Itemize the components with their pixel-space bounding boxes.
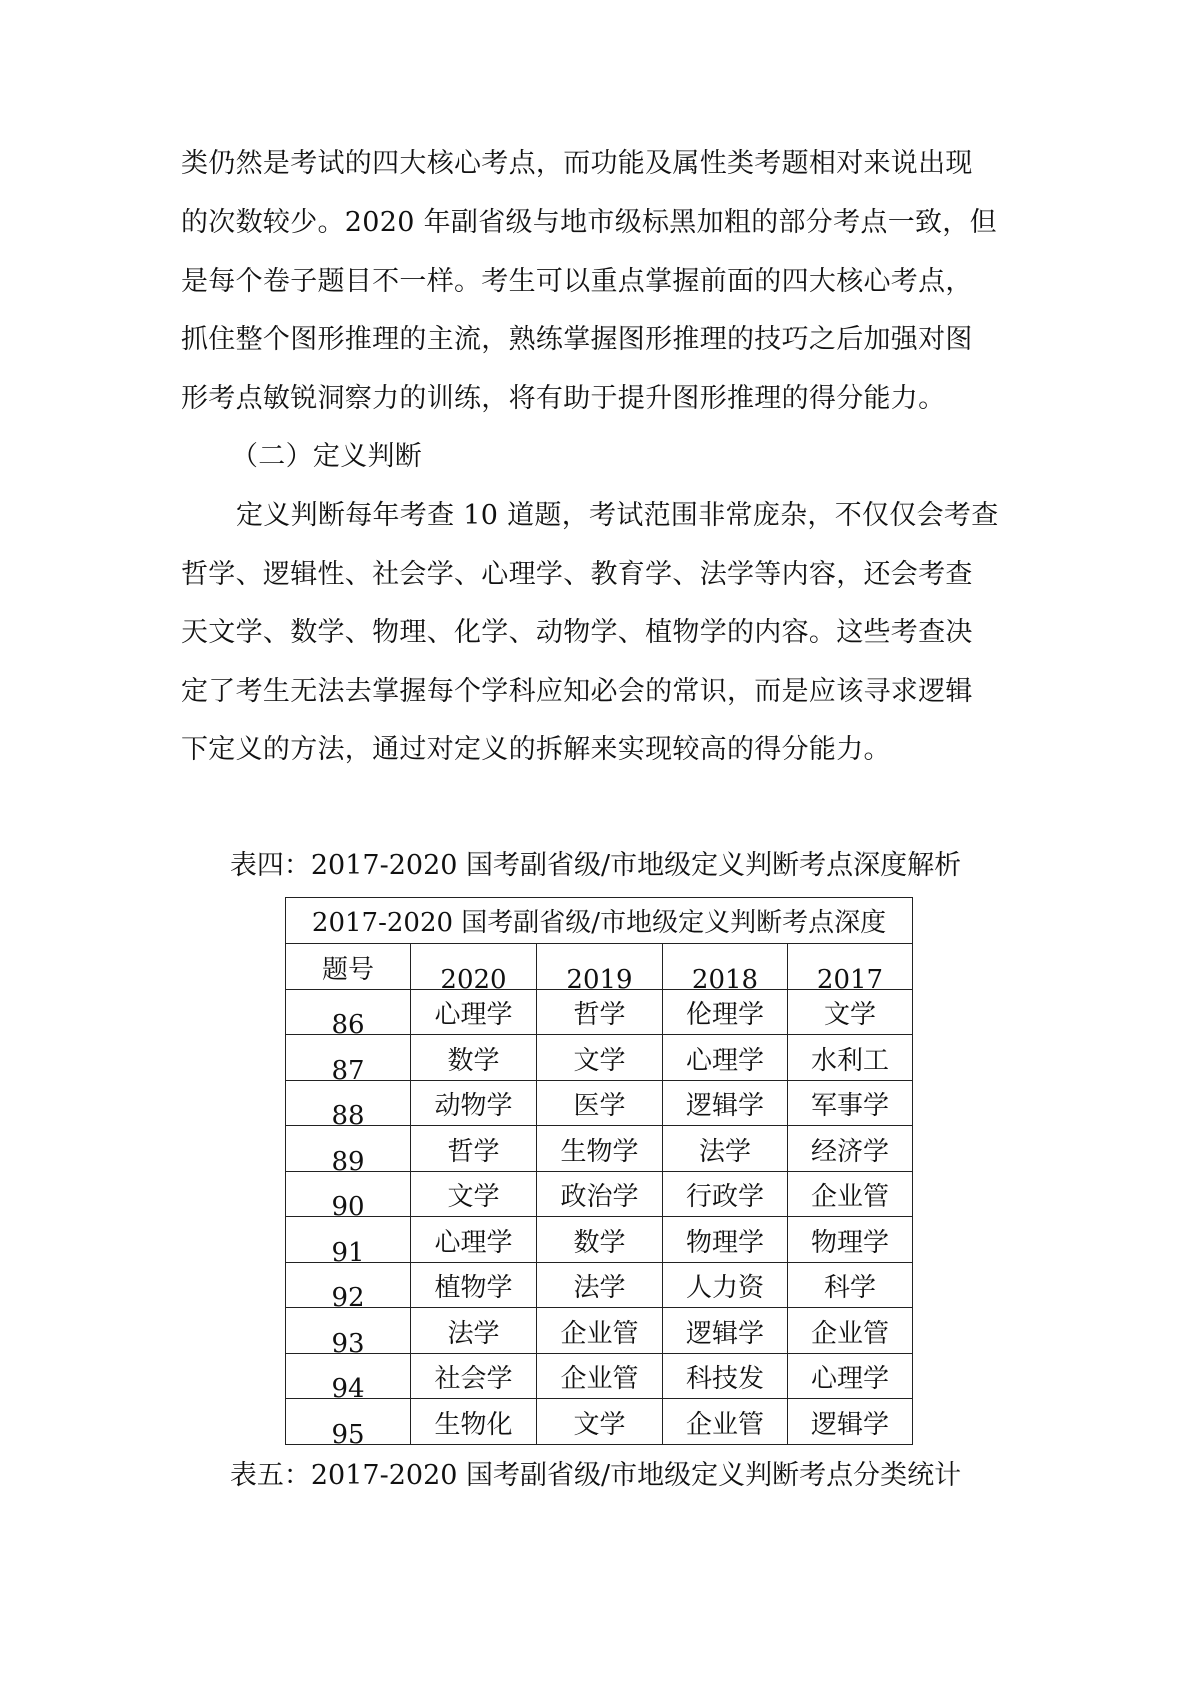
table-row [286,1171,913,1217]
table-cell: 企业管 [788,1171,913,1217]
paragraph-2-line-4: 定了考生无法去掌握每个学科应知必会的常识，而是应该寻求逻辑 [181,676,973,707]
question-number-cell: 88 [286,1080,411,1126]
paragraph-2-line-3: 天文学、数学、物理、化学、动物学、植物学的内容。这些考查决 [181,617,973,648]
header-cell-2017: 2017 [788,944,913,990]
table-cell: 人力资 [663,1262,788,1308]
table-cell: 科学 [788,1262,913,1308]
question-number-cell: 95 [286,1399,411,1445]
question-number-cell: 94 [286,1353,411,1399]
table-cell: 企业管 [788,1308,913,1354]
table-cell: 哲学 [411,1126,537,1172]
paragraph-1-line-3: 是每个卷子题目不一样。考生可以重点掌握前面的四大核心考点， [181,266,973,297]
table-cell: 行政学 [663,1171,788,1217]
table-row [286,1035,913,1081]
table-header-row [286,944,913,990]
header-cell-2020: 2020 [411,944,537,990]
question-number-cell: 89 [286,1126,411,1172]
table-cell: 心理学 [788,1353,913,1399]
table-5-caption: 表五：2017-2020 国考副省级/市地级定义判断考点分类统计 [229,1460,962,1491]
table-row [286,1308,913,1354]
table-cell: 文学 [537,1035,663,1081]
paragraph-2-line-1: 定义判断每年考查 10 道题，考试范围非常庞杂，不仅仅会考查 [236,500,999,531]
table-cell: 社会学 [411,1353,537,1399]
table-cell: 医学 [537,1080,663,1126]
table-cell: 法学 [663,1126,788,1172]
paragraph-2-line-5: 下定义的方法，通过对定义的拆解来实现较高的得分能力。 [181,734,891,765]
table-row [286,1262,913,1308]
table-cell: 数学 [411,1035,537,1081]
table-row [286,1217,913,1263]
table-row [286,1080,913,1126]
table-cell: 物理学 [663,1217,788,1263]
table-cell: 物理学 [788,1217,913,1263]
table-cell: 逻辑学 [663,1308,788,1354]
header-cell-2019: 2019 [537,944,663,990]
table-cell: 伦理学 [663,989,788,1035]
table-row [286,1399,913,1445]
table-cell: 企业管 [663,1399,788,1445]
question-number-cell: 92 [286,1262,411,1308]
paragraph-2-line-2: 哲学、逻辑性、社会学、心理学、教育学、法学等内容，还会考查 [181,559,973,590]
table-row [286,1126,913,1172]
paragraph-1-line-4: 抓住整个图形推理的主流，熟练掌握图形推理的技巧之后加强对图 [181,324,973,355]
table-cell: 心理学 [663,1035,788,1081]
paragraph-1-line-5: 形考点敏锐洞察力的训练，将有助于提升图形推理的得分能力。 [181,383,946,414]
table-cell: 军事学 [788,1080,913,1126]
table-cell: 哲学 [537,989,663,1035]
table-row [286,989,913,1035]
table-cell: 企业管 [537,1308,663,1354]
question-number-cell: 86 [286,989,411,1035]
definition-judgment-table [285,897,913,1445]
table-row [286,1353,913,1399]
table-cell: 生物学 [537,1126,663,1172]
table-cell: 心理学 [411,989,537,1035]
table-cell: 经济学 [788,1126,913,1172]
table-cell: 科技发 [663,1353,788,1399]
table-4-caption: 表四：2017-2020 国考副省级/市地级定义判断考点深度解析 [229,850,962,881]
table-cell: 文学 [537,1399,663,1445]
table-4 [285,897,912,1445]
table-cell: 文学 [411,1171,537,1217]
paragraph-1-line-2: 的次数较少。2020 年副省级与地市级标黑加粗的部分考点一致，但 [181,207,997,238]
table-cell: 水利工 [788,1035,913,1081]
table-cell: 法学 [411,1308,537,1354]
table-cell: 文学 [788,989,913,1035]
paragraph-1-line-1: 类仍然是考试的四大核心考点，而功能及属性类考题相对来说出现 [181,148,973,179]
question-number-cell: 91 [286,1217,411,1263]
table-title: 2017-2020 国考副省级/市地级定义判断考点深度 [286,898,913,944]
table-cell: 法学 [537,1262,663,1308]
table-cell: 动物学 [411,1080,537,1126]
table-cell: 心理学 [411,1217,537,1263]
table-cell: 企业管 [537,1353,663,1399]
table-cell: 逻辑学 [788,1399,913,1445]
table-cell: 逻辑学 [663,1080,788,1126]
header-cell-question-number: 题号 [286,944,411,990]
question-number-cell: 90 [286,1171,411,1217]
header-cell-2018: 2018 [663,944,788,990]
table-cell: 生物化 [411,1399,537,1445]
table-cell: 数学 [537,1217,663,1263]
table-cell: 政治学 [537,1171,663,1217]
table-cell: 植物学 [411,1262,537,1308]
section-heading: （二）定义判断 [231,441,423,472]
table-title-row [286,898,913,944]
question-number-cell: 93 [286,1308,411,1354]
question-number-cell: 87 [286,1035,411,1081]
